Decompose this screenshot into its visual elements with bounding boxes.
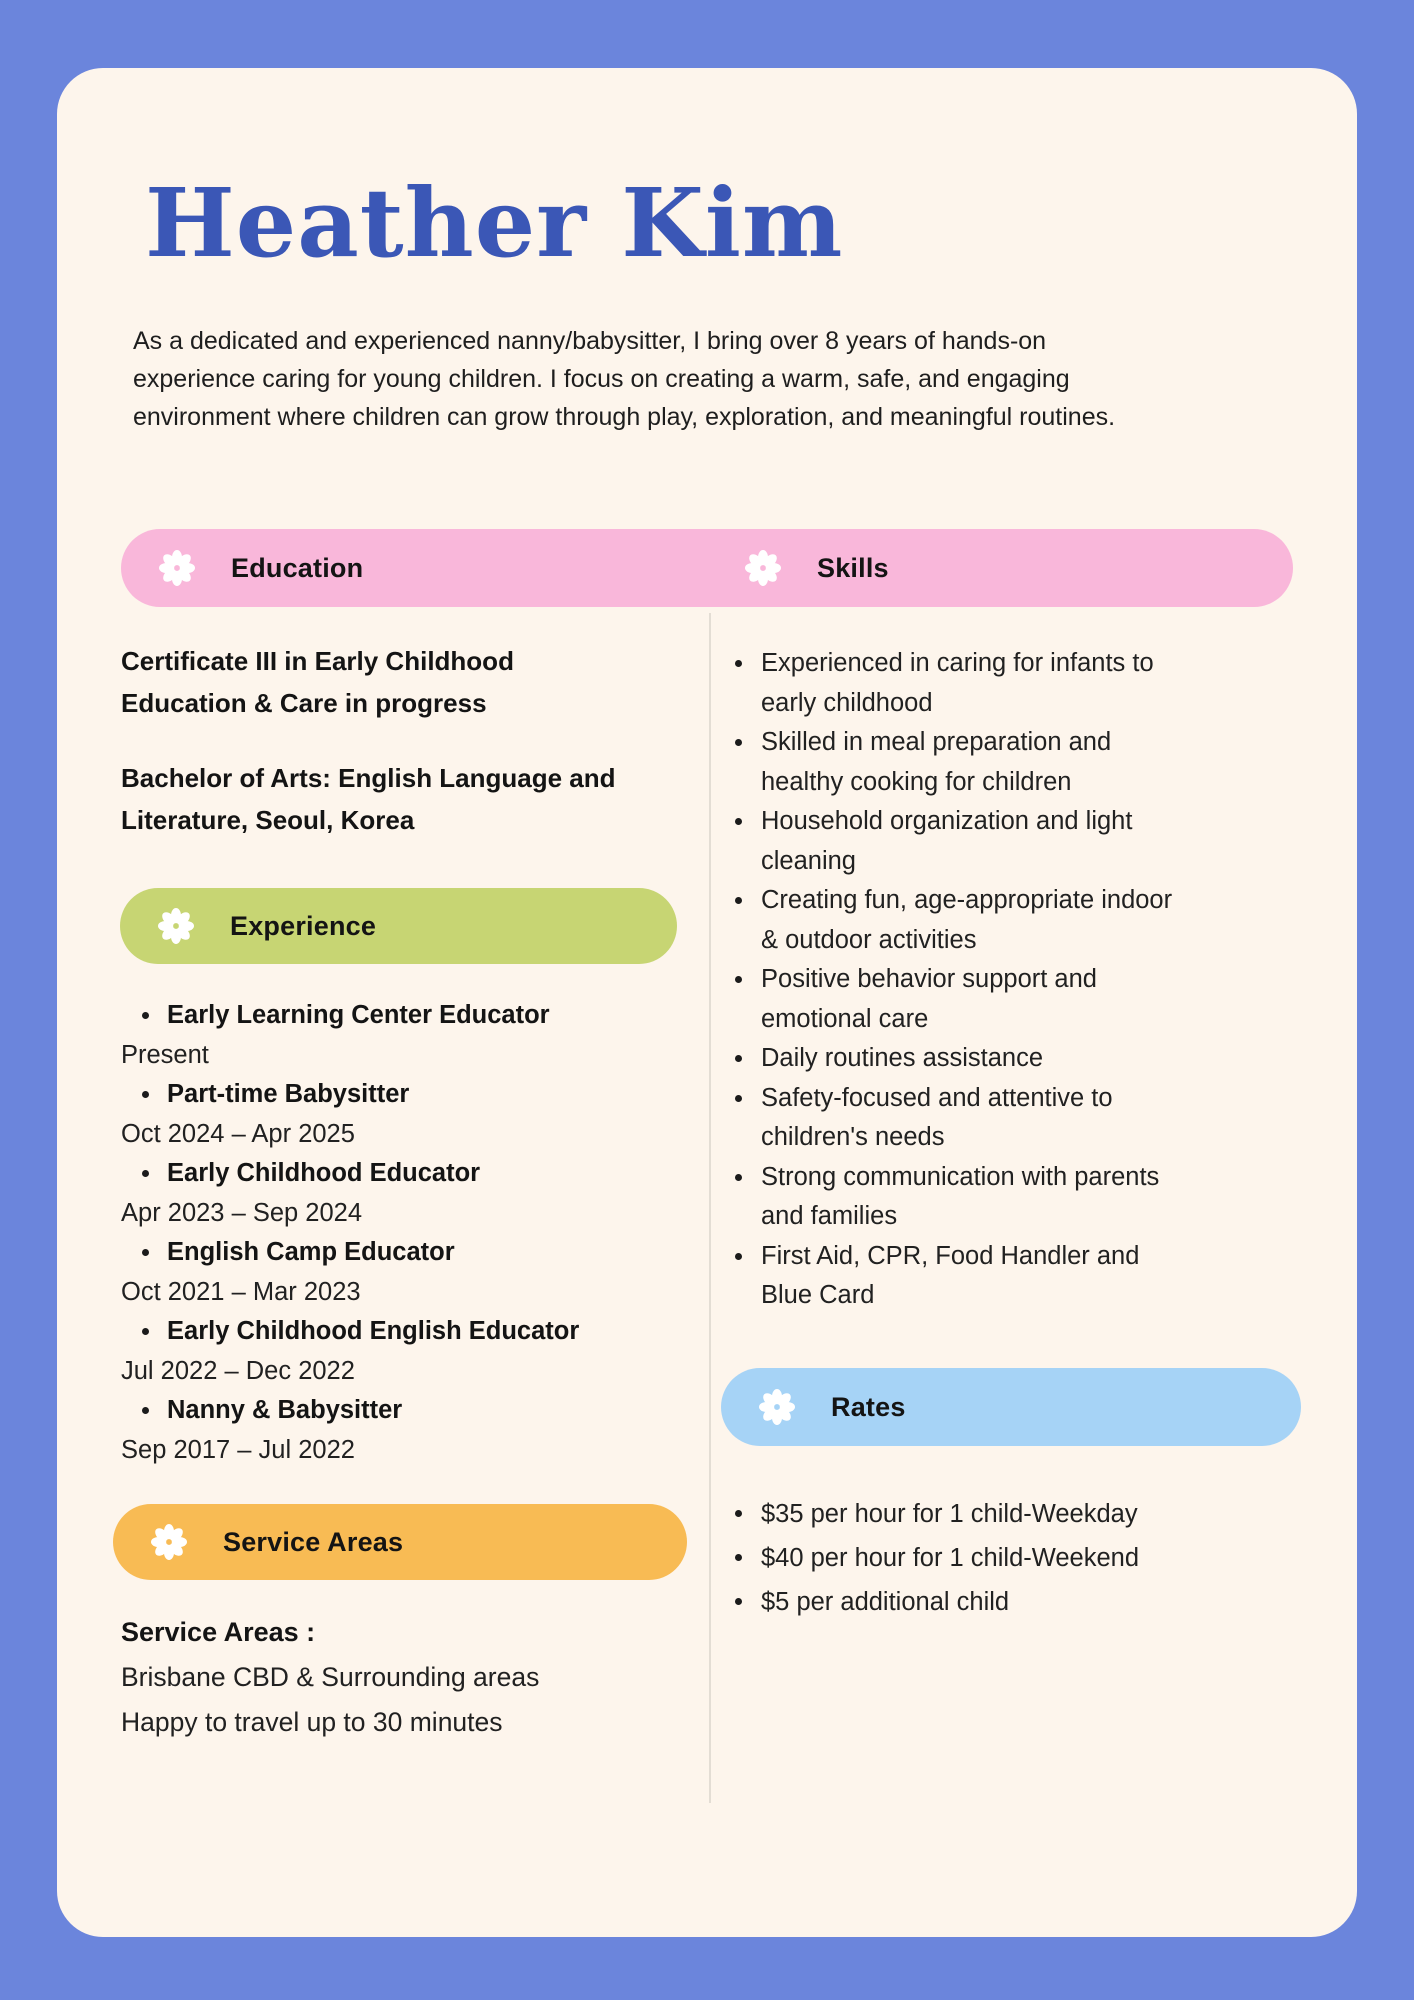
bullet-icon [142,1328,149,1335]
rates-header-group [759,1368,906,1446]
resume-card [57,68,1357,1937]
skill-item: Strong communication with parents and families [733,1158,1183,1237]
bullet-icon [142,1407,149,1414]
experience-role-text: Early Learning Center Educator [167,1001,550,1029]
experience-role [121,1312,666,1352]
experience-period: Oct 2021 – Mar 2023 [121,1277,361,1306]
skills-section-header [745,529,889,607]
experience-item [121,1391,666,1470]
experience-period: Present [121,1040,209,1069]
experience-item [121,1154,666,1233]
rate-item: $40 per hour for 1 child-Weekend [733,1536,1293,1580]
rates-section-header [721,1368,1301,1446]
experience-header-group [158,888,376,964]
skills-list [733,644,1211,1316]
education-item: Bachelor of Arts: English Language and Literature, Seoul, Korea [121,763,616,835]
education-section-label: Education [231,552,364,583]
education-list [121,640,626,874]
skill-item: Daily routines assistance [733,1039,1183,1079]
bullet-icon [142,1249,149,1256]
skill-item: Experienced in caring for infants to early childhood [733,644,1183,723]
flower-icon [745,550,781,586]
education-item: Certificate III in Early Childhood Education & Care in progress [121,646,514,718]
service-areas-content [121,1610,651,1745]
column-divider [709,613,711,1803]
flower-icon [151,1524,187,1560]
flower-icon [759,1389,795,1425]
service-areas-section-header [113,1504,687,1580]
experience-item [121,1312,666,1391]
experience-item [121,1233,666,1312]
service-areas-line: Brisbane CBD & Surrounding areas [121,1662,540,1692]
experience-role-text: Early Childhood Educator [167,1159,481,1187]
experience-period: Oct 2024 – Apr 2025 [121,1119,355,1148]
skill-item: Creating fun, age-appropriate indoor & outdoor activities [733,881,1183,960]
experience-section-header [120,888,677,964]
service-areas-heading: Service Areas : [121,1617,316,1647]
experience-role-text: Early Childhood English Educator [167,1317,580,1345]
bullet-icon [142,1012,149,1019]
experience-period: Jul 2022 – Dec 2022 [121,1356,355,1385]
experience-role [121,1391,666,1431]
experience-role [121,1233,666,1273]
experience-role-text: Nanny & Babysitter [167,1396,403,1424]
bullet-icon [142,1091,149,1098]
rates-section-label: Rates [831,1391,906,1422]
skill-item: Household organization and light cleaning [733,802,1183,881]
service-areas-header-group [151,1504,403,1580]
bullet-icon [142,1170,149,1177]
experience-role [121,1154,666,1194]
experience-section-label: Experience [230,910,377,941]
service-areas-section-label: Service Areas [223,1526,404,1557]
education-skills-header-bar [121,529,1293,607]
experience-role [121,1075,666,1115]
experience-item [121,1075,666,1154]
experience-role-text: Part-time Babysitter [167,1080,410,1108]
skill-item: First Aid, CPR, Food Handler and Blue Card [733,1237,1183,1316]
rates-list [733,1492,1303,1624]
flower-icon [159,550,195,586]
experience-role-text: English Camp Educator [167,1238,455,1266]
skill-item: Safety-focused and attentive to children's needs [733,1079,1183,1158]
flower-icon [158,908,194,944]
rate-item: $5 per additional child [733,1580,1293,1624]
experience-role [121,996,666,1036]
skill-item: Positive behavior support and emotional care [733,960,1183,1039]
skills-section-label: Skills [817,552,889,583]
service-areas-line: Happy to travel up to 30 minutes [121,1707,503,1737]
rate-item: $35 per hour for 1 child-Weekday [733,1492,1293,1536]
intro-text: As a dedicated and experienced nanny/babysitter, I bring over 8 years of hands-on experience caring for young children. I focus on creating a warm, safe, and engaging environment where children can grow through play, exploration, and meaningful routines. [133,327,1116,431]
page-title: Heather Kim [145,168,844,279]
experience-period: Apr 2023 – Sep 2024 [121,1198,363,1227]
experience-period: Sep 2017 – Jul 2022 [121,1435,355,1464]
experience-list [121,996,666,1470]
education-section-header [159,529,363,607]
skill-item: Skilled in meal preparation and healthy cooking for children [733,723,1183,802]
experience-item [121,996,666,1075]
